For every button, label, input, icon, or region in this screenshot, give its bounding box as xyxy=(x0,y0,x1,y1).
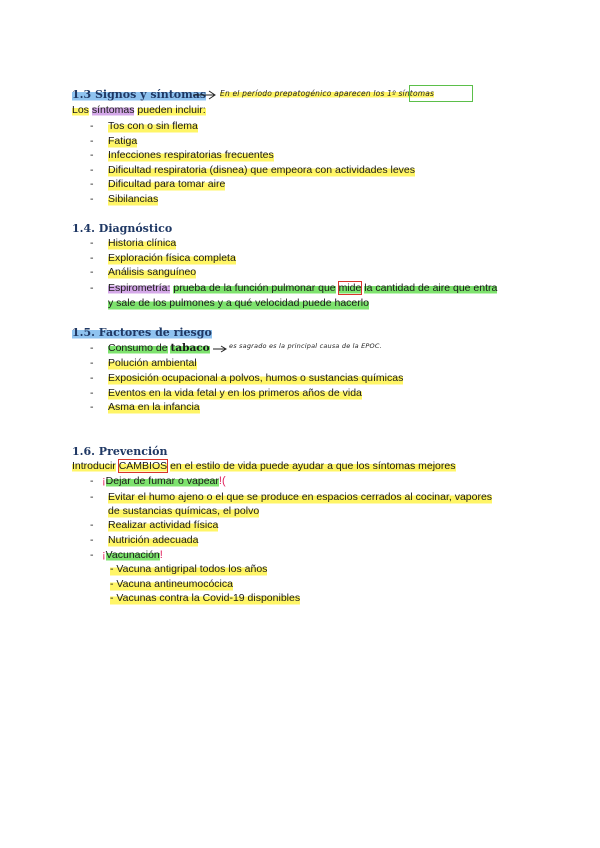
list-item: Historia clínica xyxy=(108,237,177,249)
red-mark-icon: ¡ xyxy=(102,549,106,561)
document-page: 1.3 Signos y síntomas En el período prepatogénico aparecen los 1º síntomas Los síntomas pueden incluir: - Tos con o sin flema - Fatiga - Infecciones respiratorias frecuentes - Dificultad respiratoria (disnea) que empeora con actividades leves - Dificultad para tomar aire - Sibilancias 1.4. Diagnóstico - Historia clínica - Exploración física completa - Análisis sanguíneo - Espirometría: prueba de la función pulmonar que mide la cantidad de aire que entra y sale de los pulmones y a qué velocidad puede hacerlo 1.5. Factores de riesgo - Consumo de tabaco es sagrado es la principal causa de la EPOC. - Polución ambiental - Exposición ocupacional a polvos, humos o sustancias químicas - Eventos en la vida fetal y en los primeros años de vida - Asma en la infancia 1.6. Prevención Introducir CAMBIOS en el estilo de vida puede ayudar a que los síntomas mejores - ¡Dejar de fumar o vapear!( - Evitar el humo ajeno o el que se produce en espacios cerrados al cocinar, vapores de sustancias químicas, el polvo - Realizar actividad física - Nutrición adecuada - ¡Vacunación! - Vacuna antigripal todos los años - Vacuna antineumocócica - Vacunas contra la Covid-19 disponibles xyxy=(0,0,600,848)
intro-sintomas: Los síntomas pueden incluir: xyxy=(72,104,206,116)
handwritten-note-tabaco: es sagrado es la principal causa de la EPOC. xyxy=(229,342,382,350)
list-item: Exposición ocupacional a polvos, humos o sustancias químicas xyxy=(108,372,404,384)
list-item: Fatiga xyxy=(108,135,138,147)
list-item: Eventos en la vida fetal y en los primeros años de vida xyxy=(108,387,362,399)
sub-list-item: - Vacunas contra la Covid-19 disponibles xyxy=(110,592,301,604)
list-item: Realizar actividad física xyxy=(108,519,219,531)
intro-prevencion: Introducir CAMBIOS en el estilo de vida puede ayudar a que los síntomas mejores xyxy=(72,460,456,472)
list-item-continuation: de sustancias químicas, el polvo xyxy=(108,505,260,517)
list-item-continuation: y sale de los pulmones y a qué velocidad puede hacerlo xyxy=(108,297,369,309)
list-item: Análisis sanguíneo xyxy=(108,266,197,278)
list-item-espirometria: Espirometría: prueba de la función pulmonar que mide la cantidad de aire que entra xyxy=(108,282,498,294)
sub-list-item: - Vacuna antigripal todos los años xyxy=(110,563,268,575)
arrow-icon xyxy=(212,345,228,353)
handwritten-note-prepatogenico: En el período prepatogénico aparecen los 1º síntomas xyxy=(220,89,435,98)
red-mark-icon: ¡ xyxy=(102,475,106,487)
heading-prevencion: 1.6. Prevención xyxy=(72,445,168,458)
mide-highlight: mide xyxy=(338,282,362,294)
list-item: Evitar el humo ajeno o el que se produce en espacios cerrados al cocinar, vapores xyxy=(108,491,493,503)
list-item: Asma en la infancia xyxy=(108,401,200,413)
list-item: Dificultad respiratoria (disnea) que empeora con actividades leves xyxy=(108,164,415,176)
green-box-annotation xyxy=(409,85,473,102)
list-item: Nutrición adecuada xyxy=(108,534,199,546)
heading-diagnostico: 1.4. Diagnóstico xyxy=(72,222,173,235)
heading-factores-riesgo: 1.5. Factores de riesgo xyxy=(72,326,212,339)
list-item-fumar: ¡Dejar de fumar o vapear!( xyxy=(102,475,226,487)
list-item: Tos con o sin flema xyxy=(108,120,198,132)
red-mark-icon: !( xyxy=(218,475,226,487)
list-item: Exploración física completa xyxy=(108,252,236,264)
list-item: Dificultad para tomar aire xyxy=(108,178,226,190)
red-mark-icon: ! xyxy=(159,549,163,561)
arrow-icon xyxy=(192,90,218,100)
sub-list-item: - Vacuna antineumocócica xyxy=(110,578,233,590)
list-item: Sibilancias xyxy=(108,193,159,205)
list-item-vacunacion: ¡Vacunación! xyxy=(102,549,163,561)
list-item: Polución ambiental xyxy=(108,357,197,369)
cambios-highlight: CAMBIOS xyxy=(118,460,168,472)
list-item: Infecciones respiratorias frecuentes xyxy=(108,149,274,161)
heading-signos-sintomas: 1.3 Signos y síntomas xyxy=(72,88,207,101)
list-item-tabaco: Consumo de tabaco xyxy=(108,342,210,354)
